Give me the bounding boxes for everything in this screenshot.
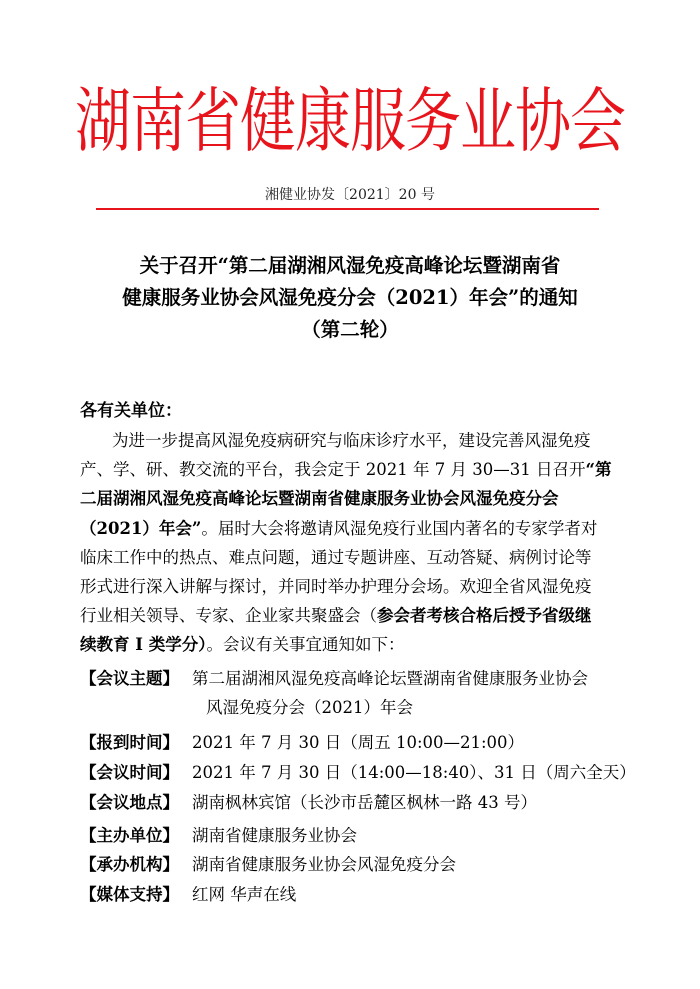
body-line: 二届湖湘风湿免疫高峰论坛暨湖南省健康服务业协会风湿免疫分会 [80, 489, 559, 509]
body-text-bold: 参会者考核合格后授予省级继 [377, 606, 592, 626]
red-divider [96, 208, 599, 210]
body-text-bold: （2021）年会” [80, 518, 202, 538]
info-label: 【主办单位】 [80, 826, 179, 845]
body-text: 行业相关领导、专家、企业家共聚盛会（ [80, 606, 377, 626]
info-label: 【会议时间】 [80, 763, 179, 782]
notice-title-line-1: 关于召开“第二届湖湘风湿免疫高峰论坛暨湖南省 [139, 254, 561, 277]
info-label: 【会议地点】 [80, 793, 179, 812]
info-value: 湖南省健康服务业协会风湿免疫分会 [192, 855, 456, 874]
organization-name: 湖南省健康服务业协会 [75, 81, 625, 163]
body-line: 形式进行深入讲解与探讨，并同时举办护理分会场。欢迎全省风湿免疫 [80, 576, 592, 596]
body-line [80, 630, 640, 659]
body-text: 产、学、研、教交流的平台，我会定于 2021 年 7 月 30—31 日召开 [80, 460, 586, 480]
body-text-bold: 续教育 I 类学分） [80, 635, 207, 655]
info-label: 【会议主题】 [80, 669, 179, 688]
body-line [80, 455, 640, 484]
info-value: 2021 年 7 月 30 日（14:00—18:40）、31 日（周六全天） [192, 763, 636, 782]
notice-title [0, 250, 700, 346]
info-value-continuation: 风湿免疫分会（2021）年会 [206, 698, 413, 717]
info-row-organizer [80, 850, 456, 879]
info-value: 红网 华声在线 [192, 885, 297, 904]
info-row-meeting-time [80, 758, 636, 787]
body-paragraph [80, 426, 640, 660]
info-value: 第二届湖湘风湿免疫高峰论坛暨湖南省健康服务业协会 [192, 669, 588, 688]
body-text-bold: “第 [585, 460, 612, 480]
info-label: 【媒体支持】 [80, 885, 179, 904]
body-line: 为进一步提高风湿免疫病研究与临床诊疗水平，建设完善风湿免疫 [112, 431, 591, 450]
body-text: 。届时大会将邀请风湿免疫行业国内著名的专家学者对 [201, 518, 598, 538]
info-value: 湖南枫林宾馆（长沙市岳麓区枫林一路 43 号） [192, 793, 537, 812]
salutation: 各有关单位： [80, 401, 182, 421]
info-row-media [80, 880, 296, 909]
notice-title-line-2: 健康服务业协会风湿免疫分会（2021）年会”的通知 [122, 286, 578, 309]
body-line [80, 601, 640, 630]
info-row-theme [80, 664, 588, 693]
notice-title-line-3: （第二轮） [301, 318, 399, 341]
info-value: 2021 年 7 月 30 日（周五 10:00—21:00） [192, 733, 525, 752]
info-row-checkin [80, 728, 524, 757]
body-text: 。会议有关事宜通知如下： [206, 635, 405, 655]
body-line [80, 514, 640, 543]
info-value: 湖南省健康服务业协会 [192, 826, 357, 845]
info-row-venue [80, 788, 537, 817]
info-row-host [80, 821, 357, 850]
body-line: 临床工作中的热点、难点问题，通过专题讲座、互动答疑、病例讨论等 [80, 547, 592, 567]
document-number: 湘健业协发〔2021〕20 号 [265, 187, 435, 203]
info-label: 【报到时间】 [80, 733, 179, 752]
info-label: 【承办机构】 [80, 855, 179, 874]
